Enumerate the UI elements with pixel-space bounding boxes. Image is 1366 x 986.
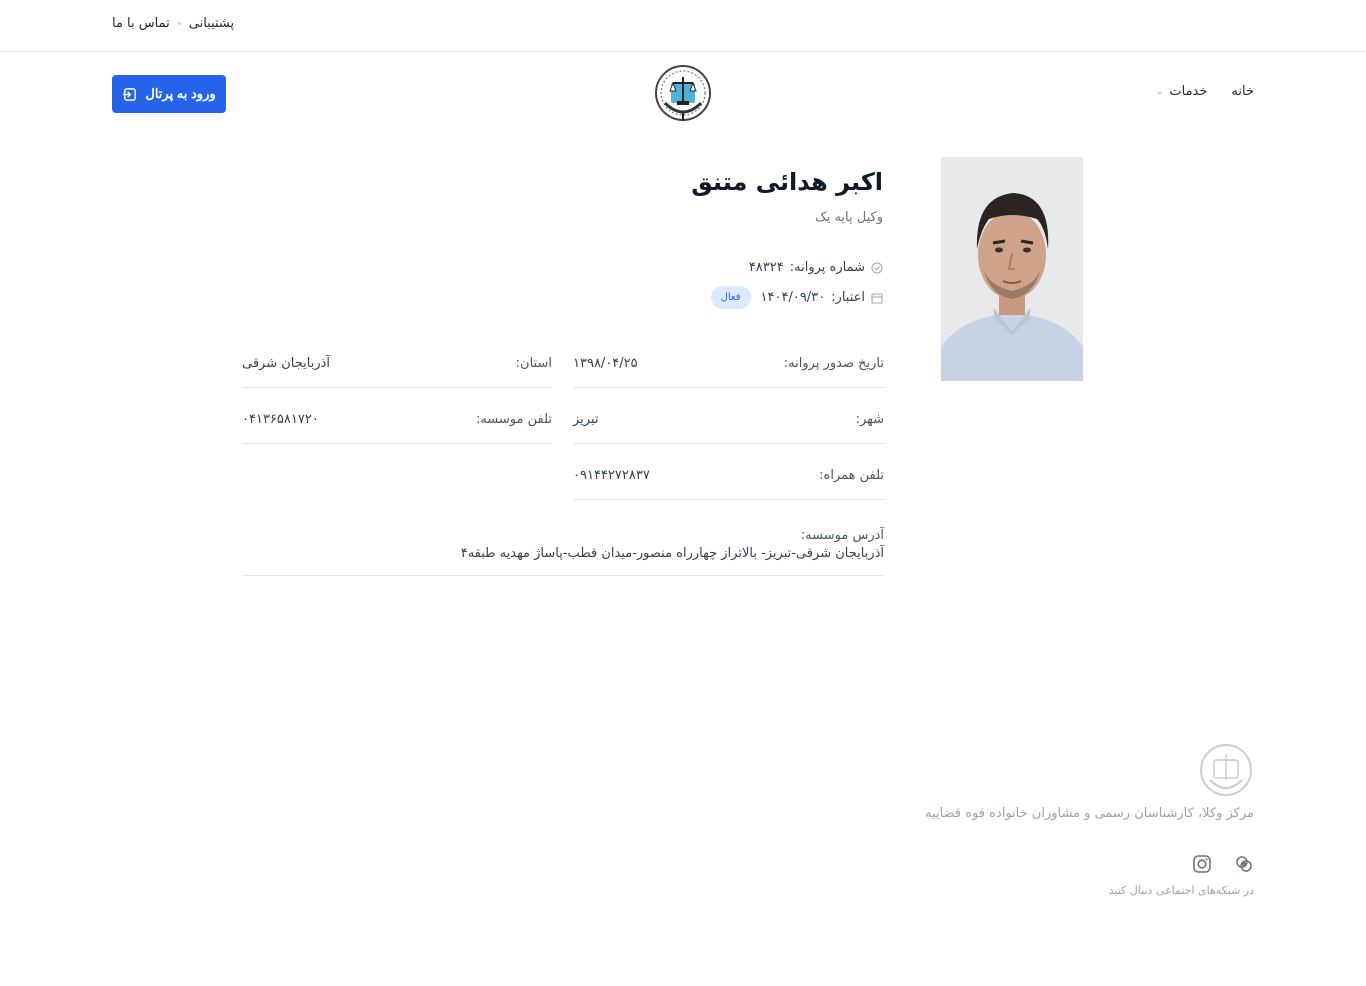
address-value: آذربایجان شرقی-تبریز- بالاتراز چهارراه منصور-میدان قطب-پاساژ مهدیه طبقه۴: [460, 546, 884, 561]
license-row: [749, 260, 883, 275]
calendar-icon: [871, 292, 883, 304]
mobile-value: ۰۹۱۴۴۲۷۲۸۳۷: [573, 468, 650, 483]
footer-emblem-icon: [1198, 742, 1254, 798]
contact-link[interactable]: تماس با ما: [112, 16, 170, 31]
lawyer-rank: وکیل پایه یک: [815, 210, 883, 225]
issue-date-value: ۱۳۹۸/۰۴/۲۵: [573, 356, 638, 371]
judiciary-scales-emblem-icon[interactable]: [653, 63, 713, 125]
validity-label: اعتبار:: [831, 290, 865, 305]
portal-login-label: ورود به پرتال: [145, 86, 216, 101]
issue-date-label: تاریخ صدور پروانه:: [783, 356, 884, 371]
province-field: [242, 356, 552, 388]
footer-title: مرکز وکلا، کارشناسان رسمی و مشاوران خانواده قوه قضاییه: [925, 806, 1254, 821]
province-label: استان:: [515, 356, 552, 371]
status-badge: فعال: [711, 286, 751, 309]
address-field: [242, 528, 884, 576]
address-label: آدرس موسسه:: [800, 528, 884, 543]
login-icon: [122, 87, 137, 102]
check-circle-icon: [871, 262, 883, 274]
province-value: آذربایجان شرقی: [242, 356, 331, 371]
nav-services[interactable]: [1156, 84, 1208, 99]
validity-value: ۱۴۰۴/۰۹/۳۰: [760, 290, 826, 305]
social-links: [1192, 854, 1254, 874]
lawyer-photo: [941, 157, 1083, 381]
license-value: ۴۸۳۲۴: [748, 260, 784, 275]
nav-services-label: خدمات: [1169, 84, 1208, 99]
mobile-field: [573, 468, 884, 500]
city-value: تبریز: [573, 412, 599, 427]
portal-login-button[interactable]: [112, 75, 226, 113]
social-network-icon[interactable]: [1234, 854, 1254, 874]
separator-dot: [178, 22, 181, 25]
issue-date-field: [573, 356, 884, 388]
validity-row: [711, 286, 883, 309]
top-bar: [0, 0, 1366, 52]
city-field: [573, 412, 884, 444]
instagram-icon[interactable]: [1192, 854, 1212, 874]
footer-follow-text: در شبکه‌های اجتماعی دنبال کنید: [1108, 884, 1254, 897]
city-label: شهر:: [855, 412, 884, 427]
license-label: شماره پروانه:: [789, 260, 865, 275]
top-links: [112, 16, 234, 31]
lawyer-name: اکبر هدائی متنق: [691, 168, 883, 196]
chevron-down-icon: ⌄: [1155, 86, 1164, 97]
office-phone-label: تلفن موسسه:: [475, 412, 552, 427]
office-phone-value: ۰۴۱۳۶۵۸۱۷۲۰: [242, 412, 319, 427]
nav-home[interactable]: خانه: [1231, 84, 1254, 99]
office-phone-field: [242, 412, 552, 444]
main-nav: [1156, 84, 1254, 99]
mobile-label: تلفن همراه:: [819, 468, 884, 483]
support-link[interactable]: پشتیبانی: [188, 16, 235, 31]
